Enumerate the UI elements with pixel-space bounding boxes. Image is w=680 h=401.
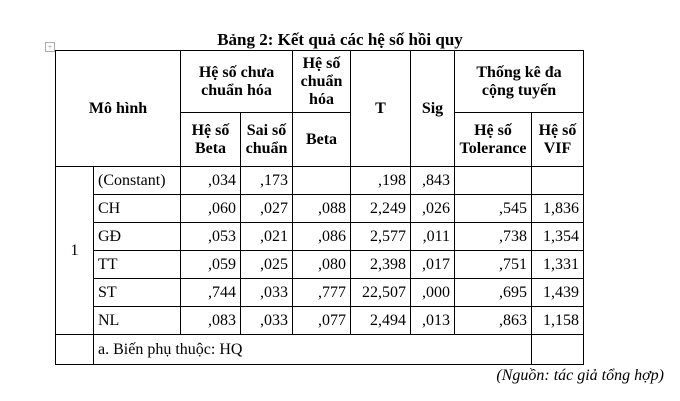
table-row bbox=[56, 251, 584, 279]
model-number: 1 bbox=[56, 167, 94, 335]
cell-vif: 1,836 bbox=[532, 195, 584, 223]
cell-std-beta: ,088 bbox=[293, 195, 351, 223]
header-unstandardized: Hệ số chưa chuẩn hóa bbox=[181, 51, 293, 113]
cell-sig: ,843 bbox=[411, 167, 455, 195]
header-vif: Hệ số VIF bbox=[532, 113, 584, 167]
cell-vif: 1,331 bbox=[532, 251, 584, 279]
row-name: CH bbox=[94, 195, 181, 223]
table-anchor-icon[interactable]: + bbox=[45, 42, 55, 52]
table-row bbox=[56, 307, 584, 335]
regression-table bbox=[55, 50, 584, 365]
cell-beta: ,059 bbox=[181, 251, 241, 279]
cell-std-beta bbox=[293, 167, 351, 195]
footnote-row bbox=[56, 335, 584, 365]
cell-vif: 1,158 bbox=[532, 307, 584, 335]
row-name: TT bbox=[94, 251, 181, 279]
cell-t: 22,507 bbox=[351, 279, 411, 307]
cell-beta: ,060 bbox=[181, 195, 241, 223]
header-sig: Sig bbox=[411, 51, 455, 167]
row-name: (Constant) bbox=[94, 167, 181, 195]
cell-se: ,027 bbox=[241, 195, 293, 223]
cell-vif: 1,354 bbox=[532, 223, 584, 251]
table-row bbox=[56, 223, 584, 251]
cell-t: 2,249 bbox=[351, 195, 411, 223]
cell-std-beta: ,080 bbox=[293, 251, 351, 279]
header-std-error: Sai số chuẩn bbox=[241, 113, 293, 167]
row-name: NL bbox=[94, 307, 181, 335]
cell-tolerance: ,863 bbox=[455, 307, 532, 335]
header-model: Mô hình bbox=[56, 51, 181, 167]
cell-se: ,033 bbox=[241, 307, 293, 335]
cell-sig: ,011 bbox=[411, 223, 455, 251]
row-name: ST bbox=[94, 279, 181, 307]
cell-std-beta: ,777 bbox=[293, 279, 351, 307]
cell-se: ,025 bbox=[241, 251, 293, 279]
header-collinearity: Thống kê đa cộng tuyến bbox=[455, 51, 584, 113]
cell-std-beta: ,086 bbox=[293, 223, 351, 251]
table-row bbox=[56, 279, 584, 307]
cell-beta: ,034 bbox=[181, 167, 241, 195]
cell-vif: 1,439 bbox=[532, 279, 584, 307]
cell-t: ,198 bbox=[351, 167, 411, 195]
table-row bbox=[56, 167, 584, 195]
cell-vif bbox=[532, 167, 584, 195]
cell-tolerance: ,695 bbox=[455, 279, 532, 307]
cell-beta: ,083 bbox=[181, 307, 241, 335]
cell-sig: ,026 bbox=[411, 195, 455, 223]
cell-tolerance bbox=[455, 167, 532, 195]
header-unstd-beta: Hệ số Beta bbox=[181, 113, 241, 167]
row-name: GĐ bbox=[94, 223, 181, 251]
footnote-end-cell bbox=[532, 335, 584, 365]
header-std-beta: Beta bbox=[293, 113, 351, 167]
footnote-spacer bbox=[56, 335, 94, 365]
cell-beta: ,744 bbox=[181, 279, 241, 307]
header-standardized: Hệ số chuẩn hóa bbox=[293, 51, 351, 113]
source-note: (Nguồn: tác giả tổng hợp) bbox=[496, 367, 664, 384]
cell-t: 2,577 bbox=[351, 223, 411, 251]
cell-t: 2,494 bbox=[351, 307, 411, 335]
cell-beta: ,053 bbox=[181, 223, 241, 251]
footnote: a. Biến phụ thuộc: HQ bbox=[94, 335, 532, 365]
cell-tolerance: ,738 bbox=[455, 223, 532, 251]
header-tolerance: Hệ số Tolerance bbox=[455, 113, 532, 167]
table-row bbox=[56, 195, 584, 223]
cell-tolerance: ,545 bbox=[455, 195, 532, 223]
table-title: Bảng 2: Kết quả các hệ số hồi quy bbox=[217, 30, 463, 49]
cell-t: 2,398 bbox=[351, 251, 411, 279]
cell-std-beta: ,077 bbox=[293, 307, 351, 335]
cell-sig: ,013 bbox=[411, 307, 455, 335]
cell-sig: ,017 bbox=[411, 251, 455, 279]
cell-se: ,033 bbox=[241, 279, 293, 307]
cell-sig: ,000 bbox=[411, 279, 455, 307]
header-t: T bbox=[351, 51, 411, 167]
cell-se: ,021 bbox=[241, 223, 293, 251]
cell-tolerance: ,751 bbox=[455, 251, 532, 279]
cell-se: ,173 bbox=[241, 167, 293, 195]
